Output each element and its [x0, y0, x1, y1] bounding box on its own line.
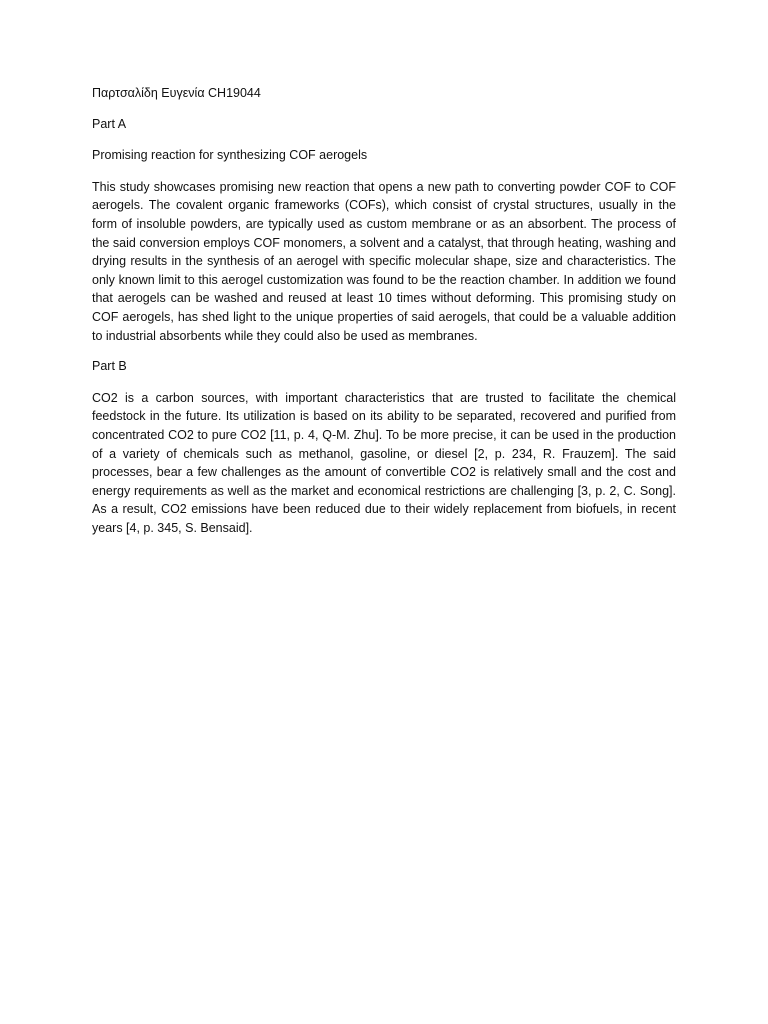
- document-page: [92, 84, 676, 549]
- part-b-paragraph: CO2 is a carbon sources, with important characteristics that are trusted to facilitate the chemical feedstock in the future. Its utilization is based on its ability to be separated, recovered and purified from concentrated CO2 to pure CO2 [11, p. 4, Q-M. Zhu]. To be more precise, it can be used in the production of a variety of chemicals such as methanol, gasoline, or diesel [2, p. 234, R. Frauzem]. The said processes, bear a few challenges as the amount of convertible CO2 is relatively small and the cost and energy requirements as well as the market and economical restrictions are challenging [3, p. 2, C. Song]. As a result, CO2 emissions have been reduced due to their widely replacement from biofuels, in recent years [4, p. 345, S. Bensaid].: [92, 390, 676, 535]
- author-line: Παρτσαλίδη Ευγενία CH19044: [92, 86, 261, 100]
- part-b-heading: Part B: [92, 359, 127, 374]
- part-a-title: Promising reaction for synthesizing COF aerogels: [92, 148, 368, 163]
- part-a-paragraph: This study showcases promising new reaction that opens a new path to converting powder COF to COF aerogels. The covalent organic frameworks (COFs), which consist of crystal structures, usually in the form of insoluble powders, are typically used as custom membrane or as an absorbent. The process of the said conversion employs COF monomers, a solvent and a catalyst, that through heating, washing and drying results in the synthesis of an aerogel with specific molecular shape, size and characteristics. The only known limit to this aerogel customization was found to be the reaction chamber. In addition we found that aerogels can be washed and reused at least 10 times without deforming. This promising study on COF aerogels, has shed light to the unique properties of said aerogels, that could be a valuable addition to industrial absorbents while they could also be used as membranes.: [92, 179, 676, 343]
- part-a-heading: Part A: [92, 116, 127, 131]
